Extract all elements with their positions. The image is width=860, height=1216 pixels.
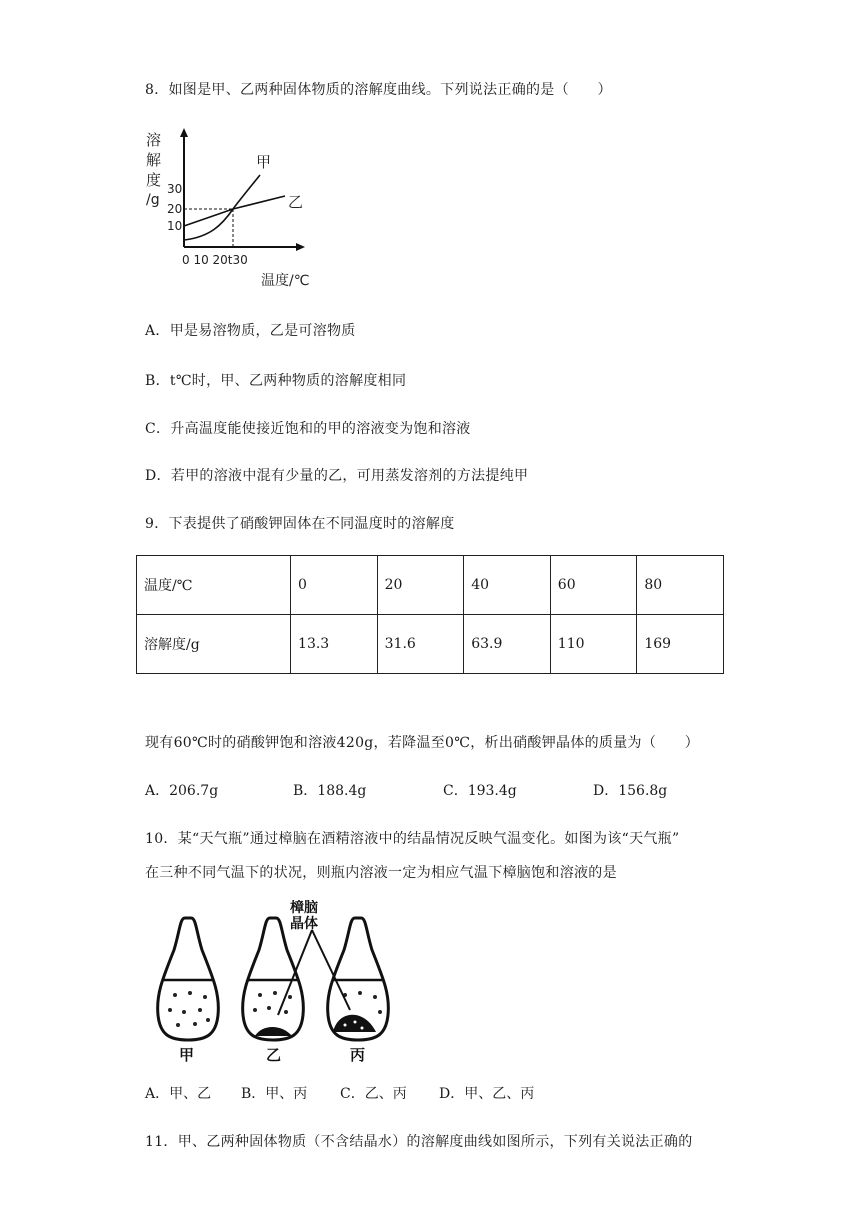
table-row — [137, 556, 724, 615]
callout-label-line2: 晶体 — [290, 916, 318, 932]
table-row — [137, 615, 724, 674]
q10-option-b: B．甲、丙 — [241, 1086, 308, 1102]
table-cell: 温度/℃ — [137, 556, 291, 615]
q9-option-b: B．188.4g — [293, 783, 367, 799]
table-cell: 20 — [377, 556, 464, 615]
q9-question: 现有60℃时的硝酸钾饱和溶液420g，若降温至0℃，析出硝酸钾晶体的质量为（ ） — [145, 735, 700, 751]
bottle-yi — [243, 918, 304, 1040]
q8-stem: 8．如图是甲、乙两种固体物质的溶解度曲线。下列说法正确的是（ ） — [145, 82, 612, 98]
q10-stem-line2: 在三种不同气温下的状况，则瓶内溶液一定为相应气温下樟脑饱和溶液的是 — [145, 865, 617, 881]
q9-option-c: C．193.4g — [443, 783, 517, 799]
bottle-bing — [328, 918, 389, 1040]
q9-stem: 9．下表提供了硝酸钾固体在不同温度时的溶解度 — [145, 516, 455, 532]
table-cell: 40 — [464, 556, 551, 615]
solubility-curve-figure — [140, 125, 340, 295]
q9-option-d: D．156.8g — [593, 783, 668, 799]
q9-option-a: A．206.7g — [145, 783, 219, 799]
table-cell: 110 — [550, 615, 637, 674]
curve-jia — [184, 175, 260, 240]
table-cell: 31.6 — [377, 615, 464, 674]
q10-option-c: C．乙、丙 — [340, 1086, 407, 1102]
y-axis-label-2: 解 — [146, 151, 162, 169]
x-ticks: 0 10 20t30 — [182, 253, 248, 267]
table-cell: 13.3 — [291, 615, 378, 674]
q8-option-b: B．t℃时，甲、乙两种物质的溶解度相同 — [145, 373, 407, 389]
table-cell: 60 — [550, 556, 637, 615]
y-axis-label-4: /g — [146, 192, 160, 208]
y-tick-10: 10 — [167, 219, 183, 233]
bottle-jia — [158, 918, 219, 1040]
q8-option-d: D．若甲的溶液中混有少量的乙，可用蒸发溶剂的方法提纯甲 — [145, 468, 529, 484]
y-axis-label-3: 度 — [146, 171, 162, 189]
weather-bottle-figure — [150, 900, 400, 1065]
solubility-table — [136, 555, 724, 674]
q10-stem-line1: 10．某“天气瓶”通过樟脑在酒精溶液中的结晶情况反映气温变化。如图为该“天气瓶” — [145, 831, 680, 847]
q8-option-c: C．升高温度能使接近饱和的甲的溶液变为饱和溶液 — [145, 421, 471, 437]
table-cell: 63.9 — [464, 615, 551, 674]
callout-label-line1: 樟脑 — [290, 900, 318, 916]
bottle-label-yi: 乙 — [266, 1046, 282, 1064]
curve-yi — [184, 196, 285, 226]
series-label-yi: 乙 — [288, 193, 304, 211]
q11-stem: 11．甲、乙两种固体物质（不含结晶水）的溶解度曲线如图所示，下列有关说法正确的 — [145, 1134, 693, 1150]
bottle-label-jia: 甲 — [179, 1046, 195, 1064]
table-cell: 169 — [637, 615, 724, 674]
table-cell: 0 — [291, 556, 378, 615]
y-tick-30: 30 — [167, 182, 183, 196]
table-cell: 溶解度/g — [137, 615, 291, 674]
q10-option-d: D．甲、乙、丙 — [439, 1086, 535, 1102]
bottle-label-bing: 丙 — [350, 1046, 366, 1064]
series-label-jia: 甲 — [256, 153, 272, 171]
y-tick-20: 20 — [167, 202, 183, 216]
table-cell: 80 — [637, 556, 724, 615]
y-axis-label-1: 溶 — [146, 131, 162, 149]
q10-option-a: A．甲、乙 — [145, 1086, 212, 1102]
q8-option-a: A．甲是易溶物质，乙是可溶物质 — [145, 323, 356, 339]
x-axis-label: 温度/℃ — [261, 273, 310, 289]
